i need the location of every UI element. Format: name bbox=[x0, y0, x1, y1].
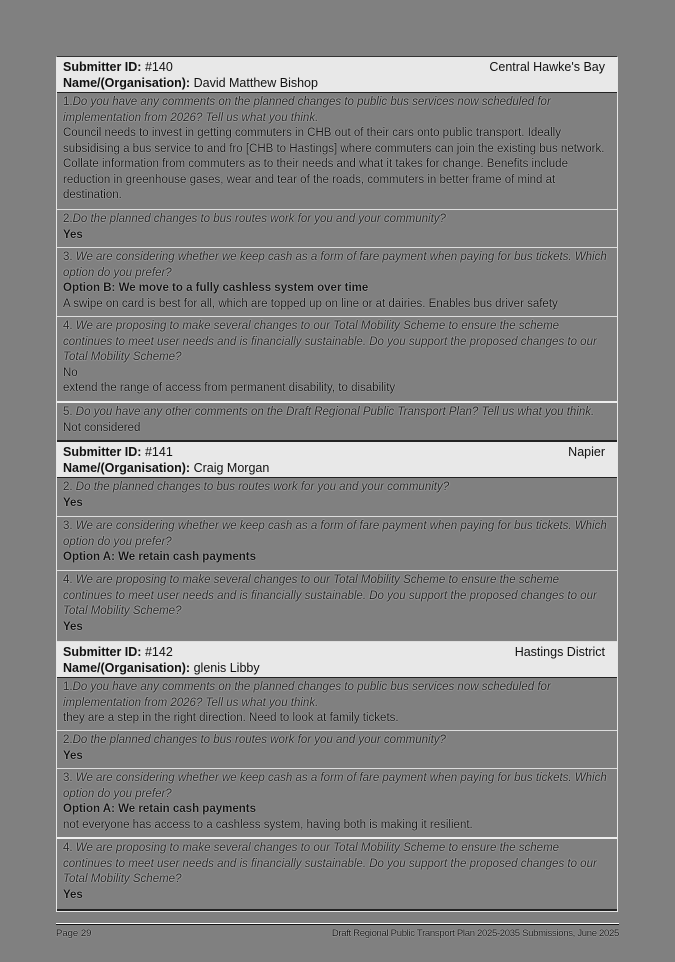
response-row bbox=[57, 517, 617, 571]
submitter-name: David Matthew Bishop bbox=[193, 76, 318, 90]
submitter-region: Hastings District bbox=[514, 645, 605, 659]
submitter-id: #140 bbox=[144, 60, 173, 74]
submissions-table bbox=[56, 56, 618, 912]
submitter-region: Napier bbox=[568, 445, 605, 459]
submitter-id-label: Submitter ID: bbox=[63, 645, 142, 659]
answer-choice: Yes bbox=[63, 228, 83, 241]
submitter-id-label: Submitter ID: bbox=[63, 60, 142, 74]
question-text: 3. We are considering whether we keep cash as a form of fare payment when paying for bus tickets. Which option do you prefer? bbox=[63, 251, 607, 279]
answer-choice: Option A: We retain cash payments bbox=[63, 551, 256, 563]
question-text: 2.Do the planned changes to bus routes work for you and your community? bbox=[63, 734, 446, 746]
question-text: 3. We are considering whether we keep cash as a form of fare payment when paying for bus tickets. Which option do you prefer? bbox=[63, 772, 607, 800]
response-row bbox=[57, 248, 617, 317]
answer-text: not everyone has access to a cashless system, having both is making it resilient. bbox=[63, 818, 473, 831]
response-row bbox=[57, 769, 617, 839]
submitter-name: Craig Morgan bbox=[193, 461, 270, 475]
answer-choice: Yes bbox=[63, 749, 83, 762]
response-row bbox=[57, 210, 617, 248]
answer-text: Council needs to invest in getting commuters in CHB out of their cars onto public transport. Ideally subsidising a bus service to and fro [CHB to Hastings] where commuters can join the existing bus network. Collate information from commuters as to their needs and what it takes for change. Benefits include reduction in greenhouse gases, wear and tear of the roads, commuters in better frame of mind at destination. bbox=[63, 127, 605, 201]
question-text: 4. We are proposing to make several changes to our Total Mobility Scheme to ensure the scheme continues to meet user needs and is financially sustainable. Do you support the proposed changes to our Total Mobility Scheme? bbox=[63, 842, 597, 885]
submitter-header bbox=[57, 57, 617, 93]
submitter-name-line bbox=[63, 75, 609, 91]
submitter-name-line bbox=[63, 660, 609, 676]
response-row bbox=[57, 478, 617, 517]
response-row bbox=[57, 571, 617, 642]
footer-divider bbox=[56, 923, 619, 925]
submitter-header bbox=[57, 642, 617, 678]
answer-choice: Yes bbox=[63, 496, 83, 509]
submitter-id: #141 bbox=[144, 445, 173, 459]
page-number: Page 29 bbox=[56, 928, 92, 939]
question-text: 5. Do you have any other comments on the Draft Regional Public Transport Plan? Tell us what you think. bbox=[63, 406, 595, 418]
answer-choice: No bbox=[63, 366, 78, 379]
response-row bbox=[57, 731, 617, 769]
submitter-id: #142 bbox=[144, 645, 173, 659]
submitter-name-label: Name/(Organisation): bbox=[63, 461, 191, 475]
answer-choice: Option B: We move to a fully cashless system over time bbox=[63, 282, 369, 294]
response-row bbox=[57, 317, 617, 403]
answer-text: extend the range of access from permanent disability, to disability bbox=[63, 382, 396, 394]
question-text: 3. We are considering whether we keep cash as a form of fare payment when paying for bus tickets. Which option do you prefer? bbox=[63, 520, 607, 548]
response-row bbox=[57, 678, 617, 731]
submitter-name-label: Name/(Organisation): bbox=[63, 661, 191, 675]
answer-text: Not considered bbox=[63, 421, 141, 434]
question-text: 4. We are proposing to make several changes to our Total Mobility Scheme to ensure the scheme continues to meet user needs and is financially sustainable. Do you support the proposed changes to our Total Mobility Scheme? bbox=[63, 320, 597, 363]
question-text: 1.Do you have any comments on the planned changes to public bus services now scheduled for implementation from 2026? Tell us what you think. bbox=[63, 96, 551, 124]
response-row bbox=[57, 839, 617, 911]
submitter-name-label: Name/(Organisation): bbox=[63, 76, 191, 90]
submitter-id-label: Submitter ID: bbox=[63, 445, 142, 459]
submitter-region: Central Hawke's Bay bbox=[489, 60, 605, 74]
submitter-header bbox=[57, 442, 617, 478]
question-text: 2. Do the planned changes to bus routes work for you and your community? bbox=[63, 481, 450, 493]
submitter-name: glenis Libby bbox=[193, 661, 260, 675]
question-text: 1.Do you have any comments on the planned changes to public bus services now scheduled for implementation from 2026? Tell us what you think. bbox=[63, 681, 551, 709]
answer-choice: Option A: We retain cash payments bbox=[63, 803, 256, 815]
submitter-id-line bbox=[63, 444, 609, 460]
answer-choice: Yes bbox=[63, 620, 83, 633]
document-title: Draft Regional Public Transport Plan 2025-2035 Submissions, June 2025 bbox=[331, 928, 619, 939]
answer-text: A swipe on card is best for all, which are topped up on line or at dairies. Enables bus driver safety bbox=[63, 297, 558, 310]
response-row bbox=[57, 403, 617, 442]
question-text: 2.Do the planned changes to bus routes work for you and your community? bbox=[63, 213, 446, 225]
submitter-name-line bbox=[63, 460, 609, 476]
question-text: 4. We are proposing to make several changes to our Total Mobility Scheme to ensure the scheme continues to meet user needs and is financially sustainable. Do you support the proposed changes to our Total Mobility Scheme? bbox=[63, 574, 597, 617]
response-row bbox=[57, 93, 617, 210]
answer-text: they are a step in the right direction. Need to look at family tickets. bbox=[63, 712, 399, 724]
answer-choice: Yes bbox=[63, 888, 83, 901]
